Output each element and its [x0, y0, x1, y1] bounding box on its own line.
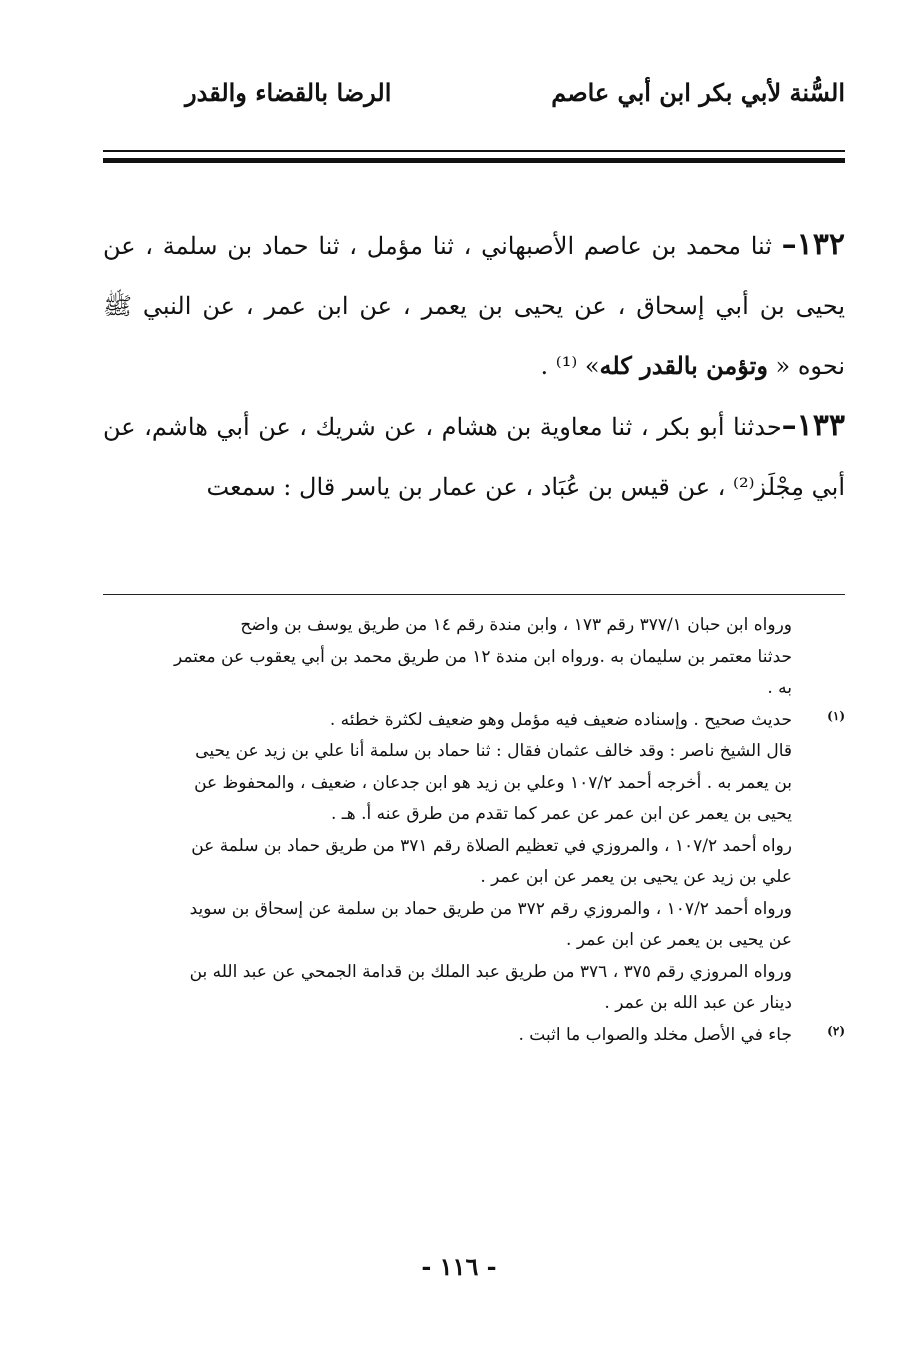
hadith-number-133: ١٣٣–	[781, 408, 845, 443]
footnote-line: عن يحيى بن يعمر عن ابن عمر .	[566, 930, 792, 950]
footnote-line: قال الشيخ ناصر : وقد خالف عثمان فقال : ثنا حماد بن سلمة أنا علي بن زيد عن يحيى	[195, 741, 792, 761]
footnote-2	[103, 1020, 845, 1052]
header-rule-thick	[103, 158, 845, 163]
footnote-line: يحيى بن يعمر عن ابن عمر عن عمر كما تقدم من طرق عنه أ. هـ .	[330, 804, 792, 824]
hadith-number-132: ١٣٢–	[781, 227, 845, 262]
footnote-line: علي بن زيد عن يحيى بن يعمر عن ابن عمر .	[480, 867, 792, 887]
running-header	[105, 78, 845, 118]
hadith-133-text: حدثنا أبو بكر ، ثنا معاوية بن هشام ، عن شريك ، عن أبي هاشم، عن أبي مِجْلَز⁽²⁾ ، عن قيس بن عُبَاد ، عن عمار بن ياسر قال : سمعت	[103, 413, 845, 501]
footnote-line: ورواه المروزي رقم ٣٧٥ ، ٣٧٦ من طريق عبد الملك بن قدامة الجمحي عن عبد الله بن	[189, 961, 792, 982]
book-title: السُّنة لأبي بكر ابن أبي عاصم	[551, 78, 845, 107]
chapter-title: الرضا بالقضاء والقدر	[185, 78, 392, 107]
hadith-132-text: ثنا محمد بن عاصم الأصبهاني ، ثنا مؤمل ، ثنا حماد بن سلمة ، عن يحيى بن أبي إسحاق ، عن يحيى بن يعمر ، عن ابن عمر ، عن النبي ﷺ نحوه «	[103, 232, 845, 380]
footnote-1	[103, 705, 845, 1020]
hadith-132-end: » ⁽¹⁾ .	[540, 352, 600, 380]
main-text	[103, 215, 845, 517]
footnote-line: ورواه أحمد ١٠٧/٢ ، والمروزي رقم ٣٧٢ من طريق حماد بن سلمة عن إسحاق بن سويد	[189, 898, 792, 919]
hadith-132	[103, 215, 845, 396]
footnote-line: ورواه ابن حبان ٣٧٧/١ رقم ١٧٣ ، وابن مندة رقم ١٤ من طريق يوسف بن واضح	[240, 615, 792, 635]
footnote-continuation	[103, 610, 845, 705]
footnote-line: به .	[767, 678, 792, 698]
footnote-marker-1: (١)	[827, 708, 845, 723]
footnote-separator	[103, 594, 845, 595]
footnote-line: دينار عن عبد الله بن عمر .	[604, 993, 792, 1013]
footnote-line: حديث صحيح . وإسناده ضعيف فيه مؤمل وهو ضعيف لكثرة خطئه .	[329, 709, 792, 730]
footnotes	[103, 610, 845, 1051]
footnote-line: جاء في الأصل مخلد والصواب ما اثبت .	[518, 1024, 792, 1045]
hadith-132-quote: وتؤمن بالقدر كله	[599, 351, 768, 380]
footnote-line: رواه أحمد ١٠٧/٢ ، والمروزي في تعظيم الصلاة رقم ٣٧١ من طريق حماد بن سلمة عن	[191, 835, 792, 856]
footnote-marker-2: (٢)	[827, 1023, 845, 1038]
footnote-line: حدثنا معتمر بن سليمان به .ورواه ابن مندة ١٢ من طريق محمد بن أبي يعقوب عن معتمر	[173, 646, 792, 667]
footnote-line: بن يعمر به . أخرجه أحمد ١٠٧/٢ وعلي بن زيد هو ابن جدعان ، ضعيف ، والمحفوظ عن	[194, 772, 792, 793]
page-number: - ١١٦ -	[421, 1252, 497, 1281]
header-rule-thin	[103, 150, 845, 152]
hadith-133	[103, 396, 845, 517]
